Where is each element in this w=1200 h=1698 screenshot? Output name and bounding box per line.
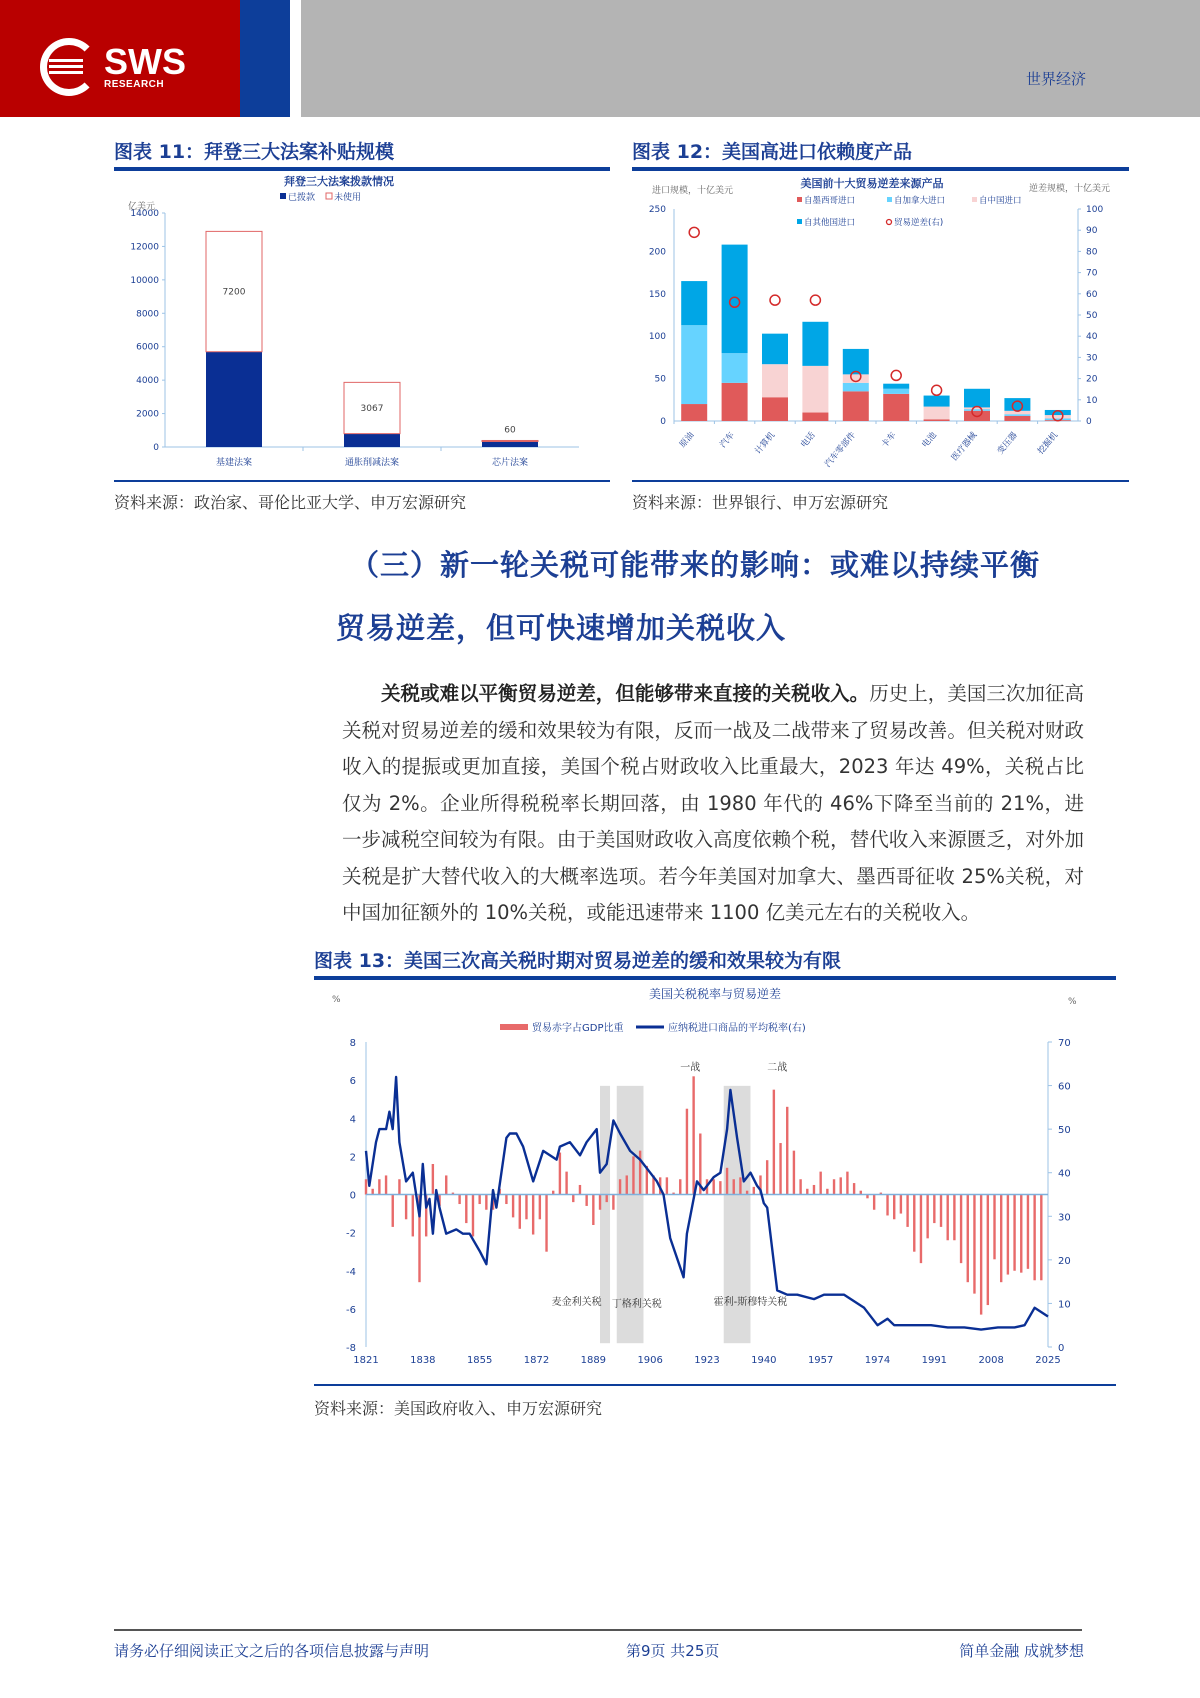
y2-tick-label: 20: [1086, 374, 1098, 385]
trade-balance-bar: [773, 1090, 775, 1195]
footer-slogan: 简单金融 成就梦想: [959, 1642, 1084, 1660]
x-tick-label: 汽车: [718, 430, 737, 450]
section-heading-line1: （三）新一轮关税可能带来的影响：或难以持续平衡: [350, 548, 1041, 582]
y2-tick-label: 50: [1086, 311, 1098, 321]
trade-balance-bar: [833, 1179, 835, 1194]
trade-balance-bar: [753, 1187, 755, 1195]
trade-balance-bar: [458, 1195, 460, 1205]
bar-segment: [1045, 415, 1071, 418]
fig11-chart: [114, 173, 610, 477]
sws-logo: [40, 38, 186, 96]
data-label: 3067: [360, 403, 384, 414]
data-label: 7200: [222, 287, 246, 298]
y2-axis-label: %: [1068, 997, 1077, 1007]
annotation-label: 一战: [680, 1062, 701, 1074]
trade-balance-bar: [512, 1195, 514, 1218]
trade-balance-bar: [1020, 1195, 1022, 1273]
x-tick-label: 1838: [410, 1355, 436, 1366]
legend-label: 自其他国进口: [804, 218, 856, 228]
trade-balance-bar: [739, 1177, 741, 1194]
trade-balance-bar: [886, 1195, 888, 1216]
trade-balance-bar: [933, 1195, 935, 1224]
x-tick-label: 1957: [807, 1355, 834, 1366]
trade-balance-bar: [572, 1195, 574, 1203]
bar-segment: [843, 383, 869, 391]
bar-segment: [883, 389, 909, 394]
bar-segment: [762, 334, 788, 365]
fig12-title: 图表 12：美国高进口依赖度产品: [632, 137, 1129, 171]
bar-segment: [1045, 418, 1071, 420]
y-tick-label: 8000: [136, 309, 159, 320]
y-tick-label: 10000: [130, 275, 159, 286]
paragraph-text: 历史上，美国三次加征高关税对贸易逆差的缓和效果较为有限，反而一战及二战带来了贸易改善。但关税对财政收入的提振或更加直接，美国个税占财政收入比重最大，2023 年达 49%，关税占比仅为 2%。企业所得税税率长期回落，由 1980 年代的 46%下降至当前的 21%，进一步减税空间较为有限。由于美国财政收入高度依赖个税，替代收入来源匮乏，对外加关税是扩大替代收入的大概率选项。若今年美国对加拿大、墨西哥征收 25%关税，对中国加征额外的 10%关税，或能迅速带来 1100 亿美元左右的关税收入。: [342, 682, 1084, 924]
bar-allocated: [482, 441, 538, 447]
trade-balance-bar: [813, 1185, 815, 1195]
y-tick-label: 6000: [136, 342, 159, 353]
trade-balance-bar: [873, 1195, 875, 1210]
fig12-source: 资料来源：世界银行、申万宏源研究: [632, 493, 889, 512]
x-tick-label: 1855: [466, 1355, 493, 1366]
trade-balance-bar: [819, 1172, 821, 1195]
y-tick-label: 200: [648, 247, 666, 258]
trade-balance-bar: [632, 1156, 634, 1194]
y-tick-label: 0: [349, 1190, 356, 1202]
trade-balance-bar: [840, 1177, 842, 1194]
x-tick-label: 电话: [799, 430, 818, 450]
y-tick-label: 4: [349, 1114, 356, 1126]
trade-balance-bar: [799, 1179, 801, 1194]
trade-balance-bar: [532, 1195, 534, 1235]
legend-label: 自加拿大进口: [894, 196, 946, 206]
y-tick-label: 0: [153, 443, 159, 453]
legend-label: 贸易逆差(右): [894, 218, 944, 228]
x-tick-label: 电池: [920, 430, 939, 450]
paragraph-lead: 关税或难以平衡贸易逆差，但能够带来直接的关税收入。: [381, 682, 870, 705]
y-tick-label: 4000: [136, 376, 159, 387]
data-label: 60: [504, 425, 516, 436]
legend-label: 自墨西哥进口: [804, 196, 856, 206]
bar-segment: [924, 396, 950, 407]
x-tick-label: 1821: [353, 1355, 379, 1366]
legend-swatch: [797, 197, 802, 202]
trade-balance-bar: [445, 1175, 447, 1194]
trade-balance-bar: [893, 1195, 895, 1220]
y-tick-label: 50: [654, 374, 666, 385]
logo-sub: RESEARCH: [104, 78, 165, 90]
trade-balance-bar: [606, 1195, 608, 1203]
trade-balance-bar: [1040, 1195, 1042, 1281]
shaded-period-label: 丁格利关税: [611, 1298, 662, 1310]
y-tick-label: 100: [648, 332, 666, 343]
bar-segment: [681, 325, 707, 404]
bar-segment: [883, 384, 909, 389]
bar-segment: [681, 404, 707, 421]
trade-balance-bar: [505, 1195, 507, 1205]
trade-balance-bar: [405, 1195, 407, 1220]
bar-segment: [964, 389, 990, 408]
trade-balance-bar: [525, 1195, 527, 1220]
deficit-marker: [932, 385, 942, 395]
legend-swatch: [280, 193, 286, 199]
y2-tick-label: 40: [1086, 332, 1098, 343]
trade-balance-bar: [432, 1164, 434, 1195]
trade-balance-bar: [826, 1189, 828, 1195]
y-tick-label: 0: [660, 417, 666, 427]
bar-segment: [762, 397, 788, 421]
y2-tick-label: 30: [1086, 353, 1098, 364]
x-tick-label: 汽车零部件: [823, 430, 859, 470]
bar-segment: [802, 413, 828, 421]
trade-balance-bar: [993, 1195, 995, 1260]
trade-balance-bar: [1007, 1195, 1009, 1275]
trade-balance-bar: [539, 1195, 541, 1220]
trade-balance-bar: [719, 1181, 721, 1194]
y-tick-label: 2: [349, 1152, 356, 1164]
bar-segment: [924, 407, 950, 420]
x-tick-label: 通胀削减法案: [344, 458, 400, 468]
trade-balance-bar: [626, 1175, 628, 1194]
x-tick-label: 1923: [694, 1355, 720, 1366]
trade-balance-bar: [786, 1107, 788, 1195]
legend-swatch: [326, 193, 332, 199]
chart-title: 美国关税税率与贸易逆差: [648, 987, 782, 1001]
x-tick-label: 挖掘机: [1036, 430, 1061, 457]
tariff-rate-line: [366, 1077, 1048, 1330]
trade-balance-bar: [940, 1195, 942, 1227]
trade-balance-bar: [853, 1183, 855, 1194]
bar-segment: [722, 383, 748, 421]
y-tick-label: 12000: [130, 242, 159, 253]
fig13-divider: [314, 1384, 1116, 1386]
trade-balance-bar: [519, 1195, 521, 1229]
y2-tick-label: 0: [1086, 417, 1092, 427]
body-paragraph: [342, 676, 1084, 932]
trade-balance-bar: [920, 1195, 922, 1264]
bar-segment: [964, 407, 990, 409]
y-tick-label: 6: [349, 1076, 356, 1088]
y-axis-label: 亿美元: [128, 202, 156, 212]
bar-segment: [843, 391, 869, 421]
y-tick-label: -8: [346, 1343, 356, 1354]
bar-segment: [722, 245, 748, 354]
trade-balance-bar: [412, 1195, 414, 1237]
footer-page-number: 第9页 共25页: [626, 1642, 720, 1660]
x-tick-label: 变压器: [995, 430, 1020, 457]
trade-balance-bar: [712, 1179, 714, 1194]
trade-balance-bar: [806, 1189, 808, 1195]
deficit-marker: [810, 295, 820, 305]
y-tick-label: -4: [346, 1266, 356, 1278]
y-axis-label: 进口规模，十亿美元: [652, 186, 734, 196]
legend-swatch: [500, 1024, 528, 1030]
legend-swatch: [797, 219, 802, 224]
y-tick-label: 250: [648, 205, 666, 215]
bar-segment: [802, 322, 828, 366]
x-tick-label: 原油: [677, 430, 697, 450]
y2-tick-label: 90: [1086, 226, 1098, 237]
bar-segment: [681, 281, 707, 325]
x-tick-label: 1974: [864, 1355, 891, 1366]
trade-balance-bar: [846, 1172, 848, 1195]
x-tick-label: 芯片法案: [491, 458, 529, 468]
x-tick-label: 1940: [751, 1355, 777, 1366]
trade-balance-bar: [1013, 1195, 1015, 1271]
y2-tick-label: 60: [1086, 289, 1098, 300]
bar-segment: [843, 349, 869, 374]
deficit-marker: [689, 227, 699, 237]
trade-balance-bar: [599, 1195, 601, 1210]
fig11-divider: [114, 480, 610, 482]
fig11-title: 图表 11：拜登三大法案补贴规模: [114, 137, 610, 171]
fig12-divider: [632, 480, 1129, 482]
trade-balance-bar: [766, 1160, 768, 1194]
trade-balance-bar: [392, 1195, 394, 1227]
trade-balance-bar: [987, 1195, 989, 1306]
bar-segment: [883, 394, 909, 421]
y2-tick-label: 0: [1058, 1343, 1065, 1354]
trade-balance-bar: [913, 1195, 915, 1252]
bar-segment: [964, 409, 990, 411]
y-tick-label: 2000: [136, 409, 159, 420]
legend-label: 贸易赤字占GDP比重: [532, 1023, 624, 1034]
legend-label: 自中国进口: [979, 196, 1022, 206]
bar-segment: [924, 419, 950, 421]
trade-balance-bar: [726, 1168, 728, 1195]
x-tick-label: 卡车: [879, 430, 899, 450]
legend-marker: [887, 220, 892, 225]
y2-tick-label: 10: [1086, 395, 1098, 406]
trade-balance-bar: [565, 1172, 567, 1195]
trade-balance-bar: [371, 1189, 373, 1195]
y2-tick-label: 50: [1058, 1125, 1071, 1137]
legend-swatch: [887, 197, 892, 202]
bar-segment: [722, 353, 748, 383]
trade-balance-bar: [906, 1195, 908, 1227]
header-blue-stripe: [240, 0, 290, 117]
trade-balance-bar: [585, 1195, 587, 1206]
y2-tick-label: 20: [1058, 1255, 1071, 1267]
y2-tick-label: 70: [1058, 1038, 1071, 1049]
bar-unused: [482, 440, 538, 441]
y2-axis-label: 逆差规模，十亿美元: [1028, 184, 1110, 194]
trade-balance-bar: [365, 1179, 367, 1194]
fig11-source: 资料来源：政治家、哥伦比亚大学、申万宏源研究: [114, 493, 467, 512]
y-tick-label: 8: [349, 1038, 356, 1049]
trade-balance-bar: [559, 1153, 561, 1195]
x-tick-label: 2025: [1035, 1355, 1061, 1366]
x-tick-label: 1872: [523, 1355, 550, 1366]
fig13-chart: [314, 980, 1116, 1380]
y2-tick-label: 10: [1058, 1299, 1071, 1311]
x-tick-label: 1991: [921, 1355, 948, 1366]
fig12-chart: [632, 173, 1129, 477]
trade-balance-bar: [545, 1195, 547, 1252]
trade-balance-bar: [639, 1151, 641, 1195]
trade-balance-bar: [1033, 1195, 1035, 1281]
trade-balance-bar: [592, 1195, 594, 1226]
fig13-title: 图表 13：美国三次高关税时期对贸易逆差的缓和效果较为有限: [314, 946, 1116, 980]
header-grey-band: [301, 0, 1200, 117]
section-label: 世界经济: [1025, 70, 1086, 88]
trade-balance-bar: [733, 1179, 735, 1194]
y2-tick-label: 60: [1058, 1081, 1071, 1093]
x-tick-label: 医疗器械: [949, 430, 980, 463]
chart-title: 拜登三大法案拨款情况: [284, 175, 394, 188]
trade-balance-bar: [472, 1195, 474, 1237]
deficit-marker: [891, 370, 901, 380]
y2-tick-label: 70: [1086, 268, 1098, 279]
y2-tick-label: 80: [1086, 247, 1098, 258]
section-heading-line2: 贸易逆差，但可快速增加关税收入: [336, 611, 787, 645]
legend-label: 应纳税进口商品的平均税率(右): [668, 1023, 806, 1034]
trade-balance-bar: [385, 1175, 387, 1194]
shaded-period-label: 麦金利关税: [551, 1297, 602, 1309]
trade-balance-bar: [686, 1109, 688, 1195]
bar-segment: [802, 366, 828, 413]
trade-balance-bar: [980, 1195, 982, 1315]
trade-balance-bar: [666, 1177, 668, 1194]
y-tick-label: 150: [648, 289, 666, 300]
footer-divider: [114, 1629, 1082, 1631]
deficit-marker: [770, 295, 780, 305]
x-tick-label: 计算机: [753, 430, 778, 457]
trade-balance-bar: [378, 1179, 380, 1194]
trade-balance-bar: [465, 1195, 467, 1224]
trade-balance-bar: [485, 1195, 487, 1210]
legend-label: 未使用: [334, 193, 362, 203]
y-axis-label: %: [332, 995, 341, 1005]
shaded-period-label: 霍利-斯穆特关税: [713, 1297, 788, 1309]
footer-disclaimer: 请务必仔细阅读正文之后的各项信息披露与声明: [114, 1642, 430, 1660]
fig13-source: 资料来源：美国政府收入、申万宏源研究: [314, 1399, 603, 1418]
y2-tick-label: 100: [1086, 205, 1104, 215]
trade-balance-bar: [926, 1195, 928, 1239]
legend-label: 已拨款: [288, 193, 316, 203]
trade-balance-bar: [612, 1195, 614, 1210]
legend-swatch: [972, 197, 977, 202]
trade-balance-bar: [967, 1195, 969, 1283]
trade-balance-bar: [579, 1185, 581, 1195]
x-tick-label: 1889: [580, 1355, 607, 1366]
trade-balance-bar: [679, 1179, 681, 1194]
trade-balance-bar: [692, 1076, 694, 1194]
x-tick-label: 基建法案: [215, 458, 253, 468]
y-tick-label: 14000: [130, 209, 159, 219]
trade-balance-bar: [619, 1179, 621, 1194]
x-tick-label: 2008: [978, 1355, 1004, 1366]
bar-segment: [1004, 398, 1030, 411]
trade-balance-bar: [947, 1195, 949, 1241]
trade-balance-bar: [953, 1195, 955, 1241]
y-tick-label: -2: [346, 1228, 356, 1240]
trade-balance-bar: [478, 1195, 480, 1205]
trade-balance-bar: [973, 1195, 975, 1294]
trade-balance-bar: [779, 1143, 781, 1194]
bar-allocated: [344, 434, 400, 447]
annotation-label: 二战: [767, 1062, 788, 1074]
bar-segment: [1004, 414, 1030, 416]
bar-allocated: [206, 352, 262, 447]
logo-text: SWS: [104, 40, 187, 82]
x-tick-label: 1906: [637, 1355, 663, 1366]
trade-balance-bar: [1000, 1195, 1002, 1283]
trade-balance-bar: [900, 1195, 902, 1214]
bar-segment: [762, 364, 788, 397]
y2-tick-label: 30: [1058, 1212, 1071, 1224]
logo-icon: [40, 38, 98, 96]
trade-balance-bar: [398, 1179, 400, 1194]
bar-segment: [1004, 416, 1030, 421]
trade-balance-bar: [793, 1151, 795, 1195]
y-tick-label: -6: [346, 1304, 356, 1316]
y2-tick-label: 40: [1058, 1168, 1071, 1180]
chart-title: 美国前十大贸易逆差来源产品: [800, 177, 944, 190]
trade-balance-bar: [960, 1195, 962, 1264]
trade-balance-bar: [1027, 1195, 1029, 1269]
